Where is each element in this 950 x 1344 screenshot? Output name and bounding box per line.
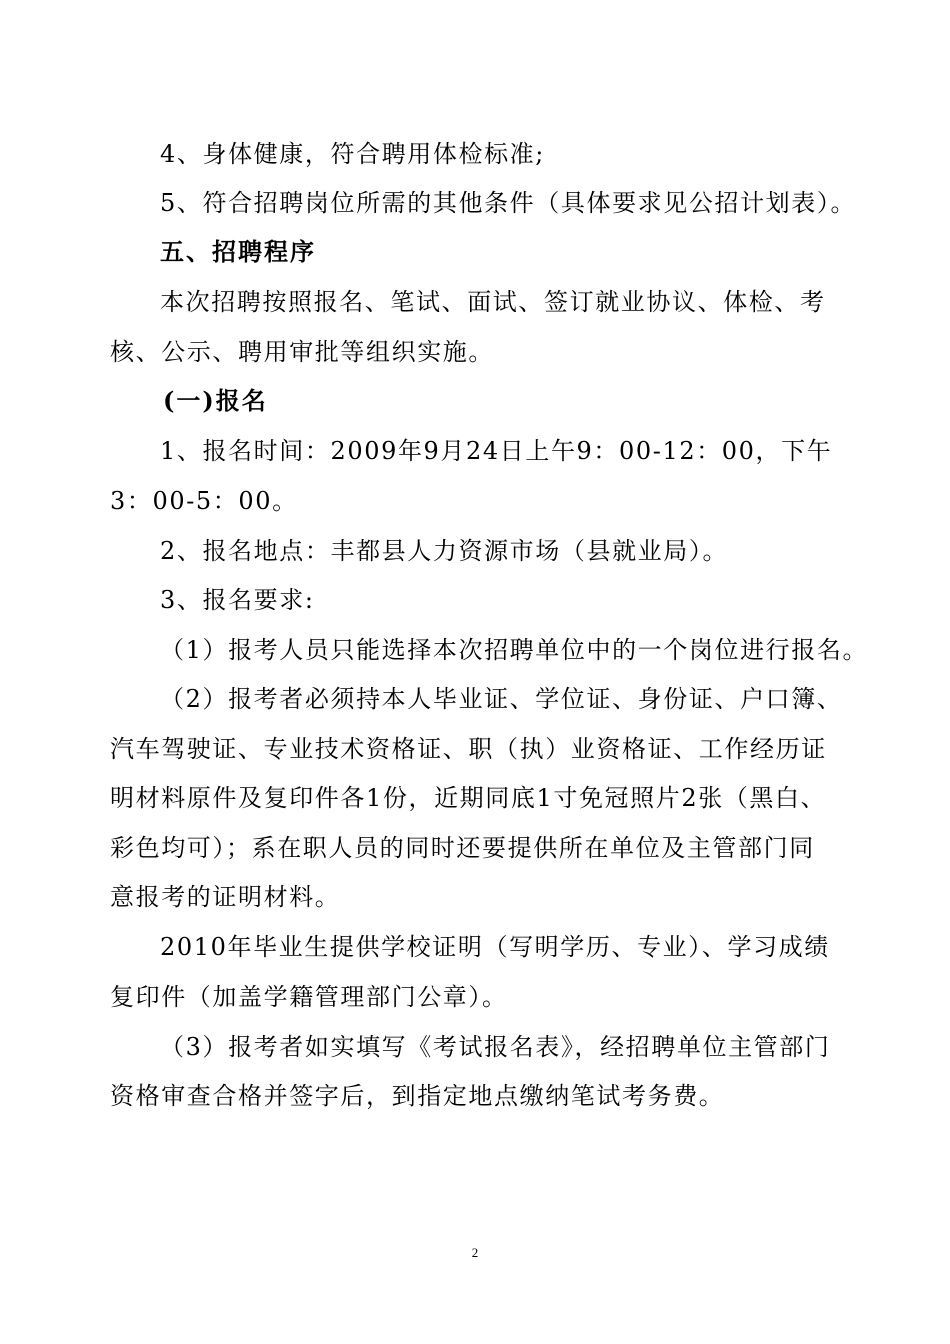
condition-4-text: 4、身体健康，符合聘用体检标准; xyxy=(160,140,545,168)
requirement-2-line-4: 彩色均可）；系在职人员的同时还要提供所在单位及主管部门同 xyxy=(110,834,815,862)
requirement-1-text: （1）报考人员只能选择本次招聘单位中的一个岗位进行报名。 xyxy=(160,636,869,664)
procedure-intro-line-2: 核、公示、聘用审批等组织实施。 xyxy=(110,338,494,366)
page-number: 2 xyxy=(471,1245,479,1260)
registration-requirements-heading: 3、报名要求: xyxy=(160,586,315,614)
registration-time-line-2: 3：00-5：00。 xyxy=(110,487,298,515)
procedure-intro-line-1: 本次招聘按照报名、笔试、面试、签订就业协议、体检、考 xyxy=(160,288,826,316)
registration-time-line-1: 1、报名时间：2009年9月24日上午9：00-12：00，下午 xyxy=(160,437,833,465)
requirement-2-line-1: （2）报考者必须持本人毕业证、学位证、身份证、户口簿、 xyxy=(160,685,843,713)
requirement-2-line-5: 意报考的证明材料。 xyxy=(110,883,341,911)
requirement-3-line-1: （3）报考者如实填写《考试报名表》，经招聘单位主管部门 xyxy=(160,1033,831,1061)
graduates-note-line-2: 复印件（加盖学籍管理部门公章）。 xyxy=(110,983,508,1011)
registration-location-text: 2、报名地点：丰都县人力资源市场（县就业局）。 xyxy=(160,537,729,565)
section-heading-procedure: 五、招聘程序 xyxy=(160,237,316,266)
requirement-3-line-2: 资格审查合格并签字后，到指定地点缴纳笔试考务费。 xyxy=(110,1082,725,1110)
condition-5-text: 5、符合招聘岗位所需的其他条件（具体要求见公招计划表）。 xyxy=(160,189,857,217)
requirement-2-line-3: 明材料原件及复印件各1份，近期同底1寸免冠照片2张（黑白、 xyxy=(110,784,827,812)
subsection-heading-registration: (一)报名 xyxy=(163,386,268,415)
requirement-2-line-2: 汽车驾驶证、专业技术资格证、职（执）业资格证、工作经历证 xyxy=(110,735,827,763)
graduates-note-line-1: 2010年毕业生提供学校证明（写明学历、专业）、学习成绩 xyxy=(160,933,830,961)
